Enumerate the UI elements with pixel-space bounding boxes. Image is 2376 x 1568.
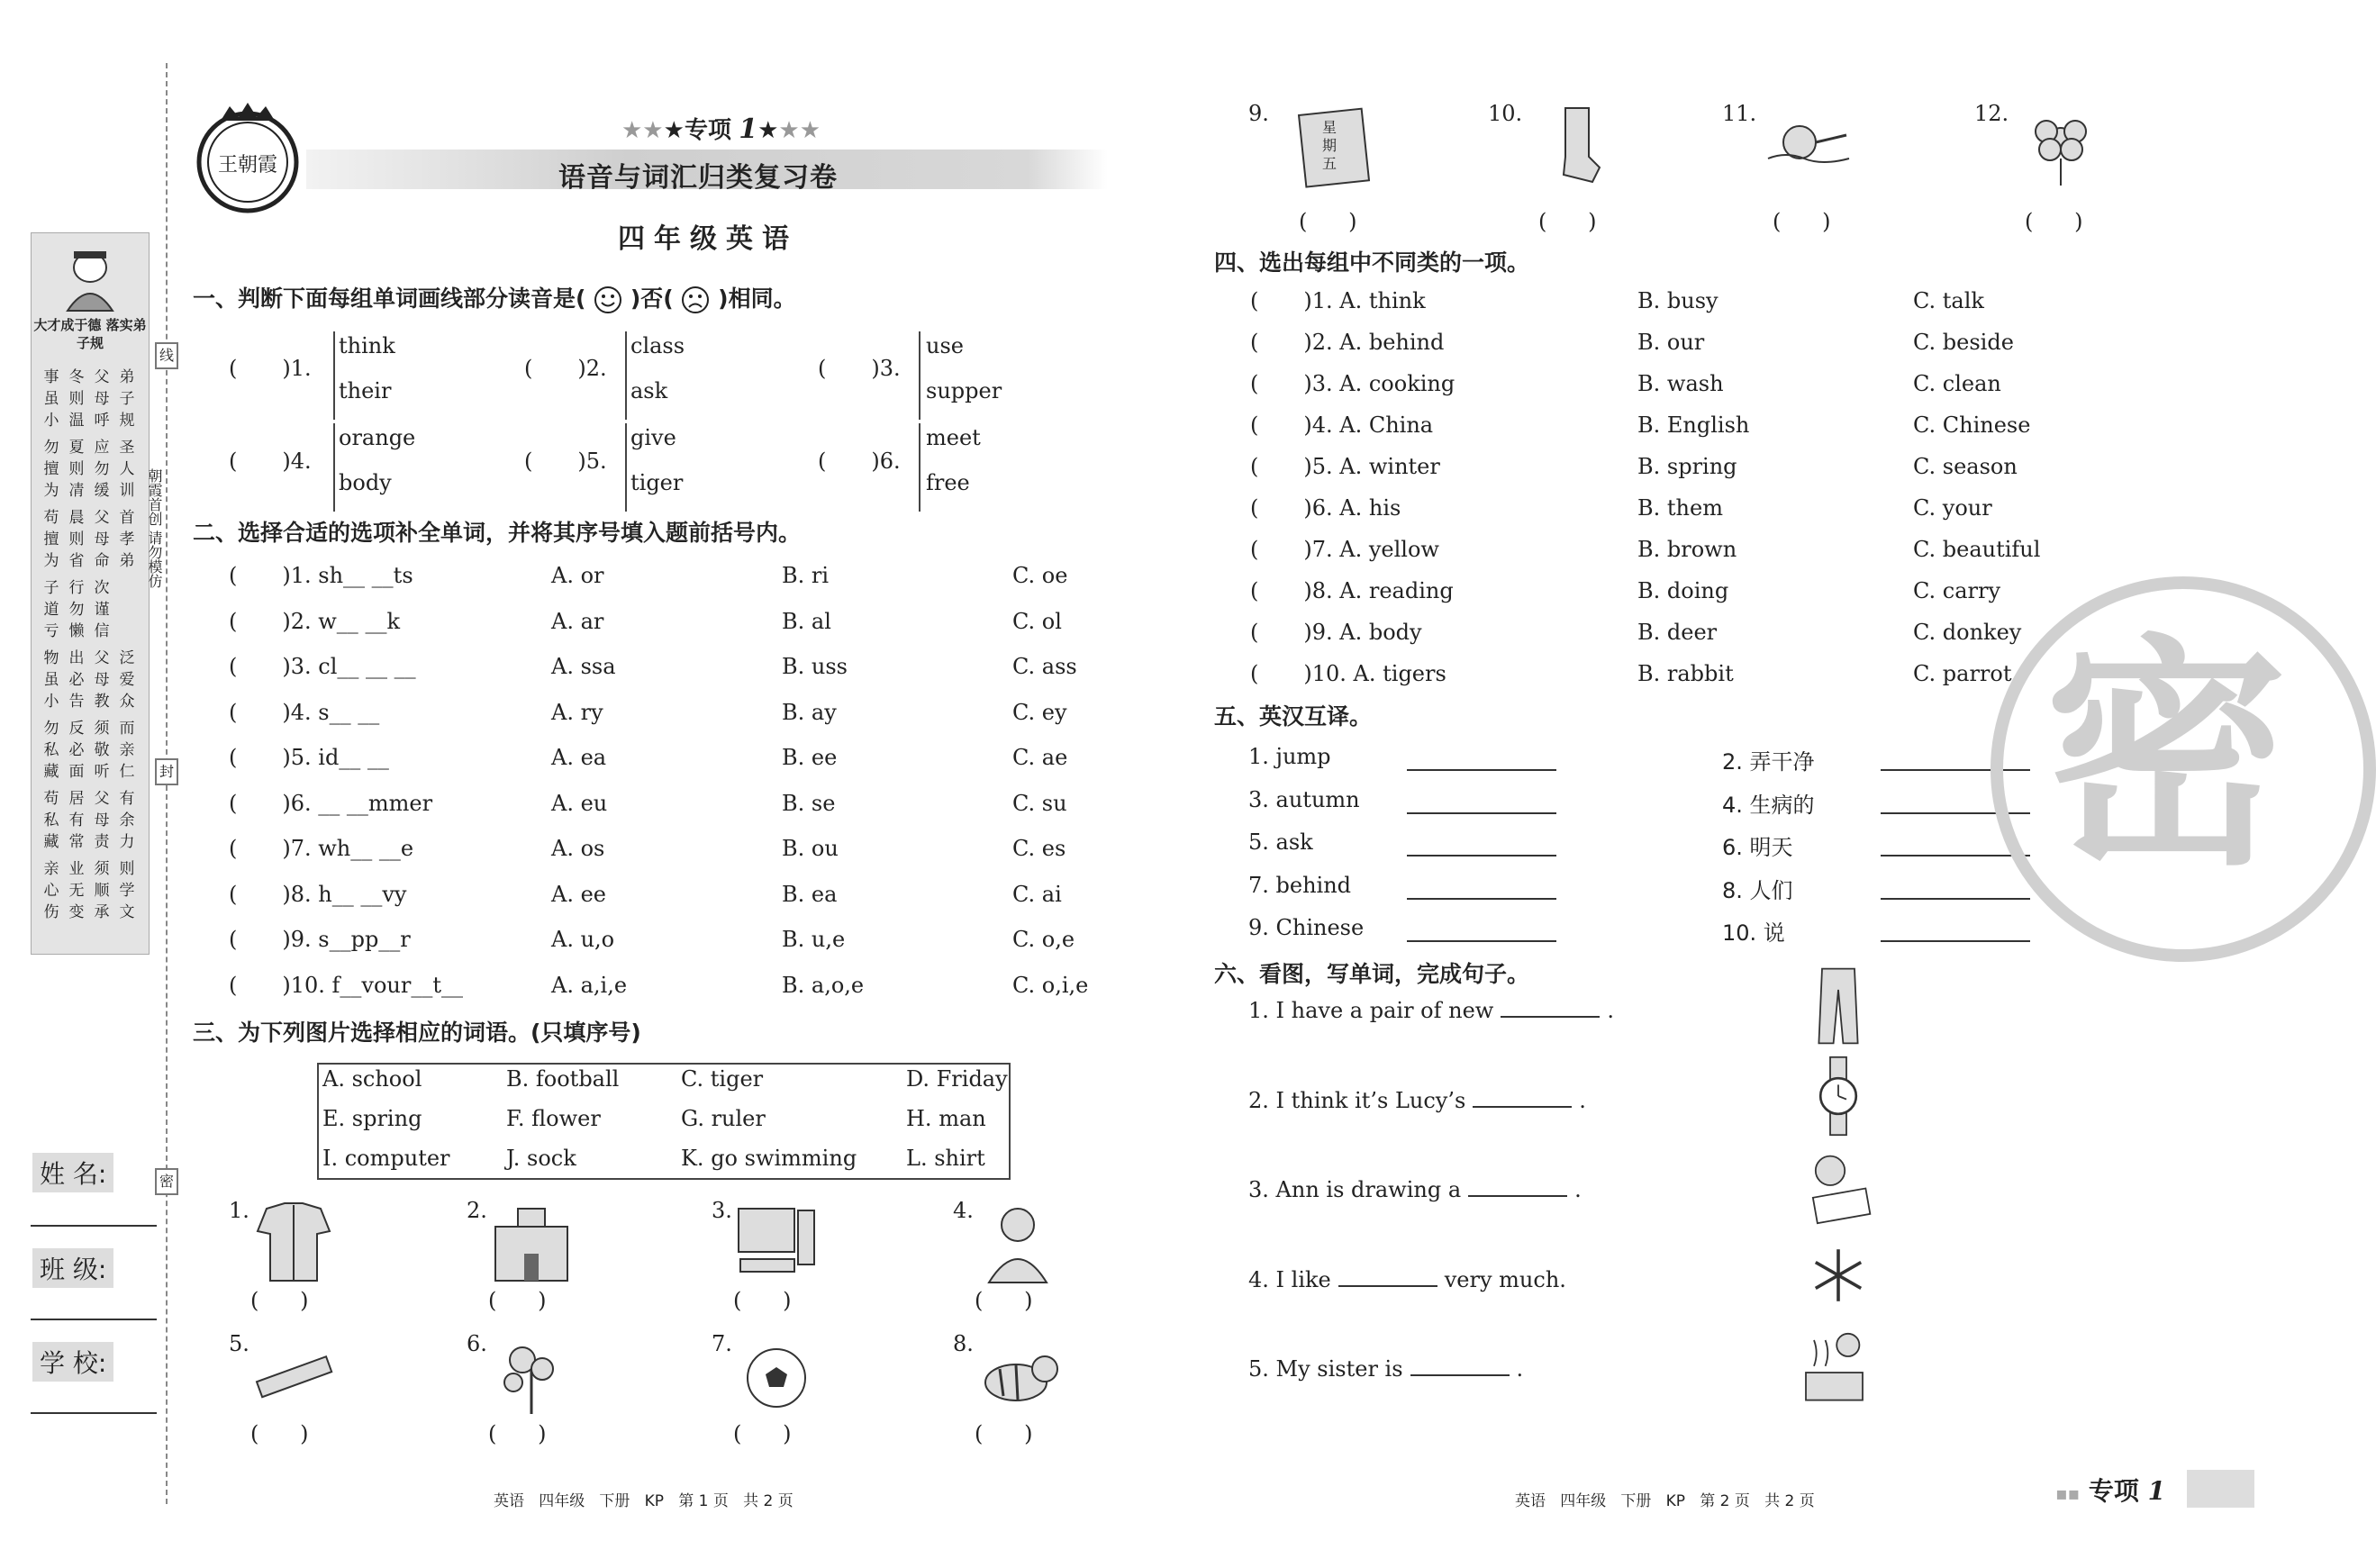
- s6-sentence-end: .: [1607, 998, 1614, 1023]
- poem-grid: [41, 367, 141, 923]
- s2-question[interactable]: ( )3. cl__ __ __: [229, 654, 416, 679]
- s2-option-b: B. se: [782, 790, 836, 816]
- s5-right-word: 10. 说: [1722, 920, 1785, 946]
- picture-answer-blank[interactable]: ( ): [733, 1288, 792, 1313]
- s4-option-c: C. your: [1913, 495, 1992, 521]
- s2-question[interactable]: ( )2. w__ __k: [229, 608, 400, 634]
- poem-column: 有余力: [119, 790, 135, 851]
- s4-question-text: )3. A. cooking: [1303, 371, 1456, 396]
- word-bank-option: L. shirt: [906, 1146, 985, 1171]
- s2-question-text: )4. s__ __: [282, 699, 380, 725]
- poem-column: 父母命: [94, 509, 110, 570]
- s2-option-c: C. o,e: [1012, 927, 1075, 952]
- s4-option-b: B. busy: [1637, 288, 1719, 313]
- poem-column: 父母教: [94, 649, 110, 711]
- snowflake-icon: [1798, 1235, 1879, 1316]
- class-label: 班 级:: [32, 1248, 113, 1288]
- s2-option-b: B. a,o,e: [782, 972, 865, 998]
- picture-answer-blank[interactable]: ( ): [733, 1421, 792, 1446]
- s2-option-a: A. ee: [551, 881, 606, 907]
- s4-option-c: C. donkey: [1913, 620, 2022, 645]
- s1-brace: [625, 423, 627, 512]
- word-bank-option: F. flower: [506, 1106, 601, 1131]
- s1-brace: [919, 423, 920, 512]
- s5-left-word: 7. behind: [1248, 872, 1352, 898]
- s4-option-c: C. clean: [1913, 371, 2001, 396]
- s4-question-text: )8. A. reading: [1303, 578, 1454, 603]
- s4-option-b: B. our: [1637, 330, 1705, 355]
- s2-option-c: C. ass: [1012, 654, 1077, 679]
- s4-option-b: B. rabbit: [1637, 661, 1734, 686]
- poem-column: 而亲仁: [119, 720, 135, 781]
- ruler-icon: [249, 1333, 339, 1423]
- school-icon: [486, 1200, 576, 1290]
- poem-column: [116, 577, 138, 642]
- picture-answer-blank[interactable]: ( ): [250, 1288, 309, 1313]
- s4-option-b: B. spring: [1637, 454, 1737, 479]
- s6-sentence: [1248, 998, 1614, 1023]
- s4-question-text: )10. A. tigers: [1303, 661, 1446, 686]
- s1-brace: [625, 331, 627, 420]
- s6-answer-blank[interactable]: [1410, 1356, 1510, 1376]
- school-field[interactable]: [31, 1412, 157, 1414]
- s2-option-b: B. ou: [782, 836, 839, 861]
- poem-column: 须顺承: [94, 860, 110, 921]
- class-field[interactable]: [31, 1319, 157, 1320]
- s4-option-b: B. deer: [1637, 620, 1718, 645]
- poem-column: 晨则省: [68, 509, 85, 570]
- s2-option-b: B. ay: [782, 699, 837, 725]
- s2-option-a: A. or: [551, 563, 604, 588]
- picture-answer-blank[interactable]: ( ): [488, 1421, 547, 1446]
- s5-right-word: 6. 明天: [1722, 835, 1793, 860]
- s2-question-text: )9. s__pp__r: [282, 927, 411, 952]
- s4-option-c: C. beside: [1913, 330, 2014, 355]
- s4-option-c: C. season: [1913, 454, 2018, 479]
- s4-question-text: )2. A. behind: [1303, 330, 1445, 355]
- watch-icon: [1798, 1056, 1879, 1137]
- s4-question[interactable]: ( )8. A. reading: [1250, 578, 1454, 603]
- shirt-icon: [249, 1200, 339, 1290]
- s4-option-b: B. wash: [1637, 371, 1724, 396]
- s6-sentence: [1248, 1356, 1523, 1382]
- s1-word: use: [926, 333, 964, 358]
- s4-question[interactable]: ( )3. A. cooking: [1250, 371, 1456, 396]
- poem-column: 反必面: [68, 720, 85, 781]
- sock-icon: [1529, 103, 1619, 193]
- s1-item-6[interactable]: ( )6.: [818, 449, 901, 474]
- s2-option-b: B. ri: [782, 563, 830, 588]
- s4-question[interactable]: ( )4. A. China: [1250, 412, 1434, 438]
- s1-item-2[interactable]: ( )2.: [524, 356, 607, 381]
- s2-option-a: A. eu: [551, 790, 608, 816]
- s6-sentence-end: .: [1579, 1087, 1586, 1113]
- s4-question[interactable]: ( )1. A. think: [1250, 288, 1426, 313]
- poem-column: 弟子规: [119, 368, 135, 430]
- s2-option-a: A. os: [551, 836, 605, 861]
- svg-text:王朝霞: 王朝霞: [217, 154, 278, 177]
- s6-sentence-start: 1. I have a pair of new: [1248, 998, 1494, 1023]
- s4-question-text: )6. A. his: [1303, 495, 1401, 521]
- scholar-icon: [50, 240, 131, 313]
- picture-number: 1.: [229, 1198, 249, 1223]
- picture-answer-blank[interactable]: ( ): [975, 1421, 1033, 1446]
- sidebar-poem-panel: [31, 232, 150, 955]
- corner-label: ▪▪ 专项 1: [2055, 1476, 2166, 1506]
- flower-icon: [2016, 103, 2106, 193]
- s1-word: give: [630, 425, 676, 450]
- s2-option-b: B. u,e: [782, 927, 846, 952]
- s6-sentence-start: 2. I think it’s Lucy’s: [1248, 1087, 1466, 1113]
- binding-mark-1: 线: [155, 342, 178, 369]
- picture-number: 12.: [1974, 101, 2009, 126]
- picture-number: 3.: [712, 1198, 732, 1223]
- swimming-icon: [1764, 103, 1854, 193]
- poem-column: 首孝弟: [119, 509, 135, 570]
- picture-number: 6.: [467, 1331, 487, 1356]
- s1-item-5[interactable]: ( )5.: [524, 449, 607, 474]
- word-bank-option: H. man: [906, 1106, 986, 1131]
- s6-sentence-start: 4. I like: [1248, 1266, 1331, 1292]
- s4-option-c: C. carry: [1913, 578, 2001, 603]
- s1-word: meet: [926, 425, 981, 450]
- cooking-icon: [1798, 1324, 1879, 1405]
- picture-answer-blank[interactable]: ( ): [975, 1288, 1033, 1313]
- drawing-icon: [1798, 1145, 1879, 1226]
- s4-question-text: )4. A. China: [1303, 412, 1434, 438]
- s4-question[interactable]: ( )10. A. tigers: [1250, 661, 1446, 686]
- binding-mark-2: 封: [155, 758, 178, 785]
- s1-word: body: [339, 470, 392, 495]
- s2-option-a: A. u,o: [551, 927, 615, 952]
- section5-heading: 五、英汉互译。: [1214, 703, 1373, 730]
- picture-answer-blank[interactable]: ( ): [488, 1288, 547, 1313]
- s4-question[interactable]: ( )6. A. his: [1250, 495, 1401, 521]
- s2-question-text: )1. sh__ __ts: [282, 563, 413, 588]
- s2-question-text: )3. cl__ __ __: [282, 654, 416, 679]
- s5-right-word: 4. 生病的: [1722, 792, 1815, 818]
- s4-question-text: )5. A. winter: [1303, 454, 1440, 479]
- word-bank-option: B. football: [506, 1066, 620, 1092]
- s6-sentence-start: 3. Ann is drawing a: [1248, 1177, 1462, 1202]
- s6-sentence: [1248, 1177, 1582, 1202]
- s2-option-c: C. o,i,e: [1012, 972, 1089, 998]
- picture-number: 7.: [712, 1331, 732, 1356]
- s5-left-blank[interactable]: [1407, 837, 1556, 857]
- s6-answer-blank[interactable]: [1473, 1088, 1572, 1108]
- s2-question-text: )2. w__ __k: [282, 608, 400, 634]
- poem-column: 勿擅为: [43, 439, 59, 500]
- s4-question[interactable]: ( )2. A. behind: [1250, 330, 1445, 355]
- s1-word: free: [926, 470, 970, 495]
- happy-face-icon: [594, 286, 622, 314]
- s2-option-c: C. ol: [1012, 608, 1062, 634]
- picture-number: 10.: [1488, 101, 1523, 126]
- s2-question[interactable]: ( )4. s__ __: [229, 699, 380, 725]
- page-title: 语音与词汇归类复习卷: [558, 162, 838, 194]
- footer-right: 英语 四年级 下册 KP 第 2 页 共 2 页: [1515, 1492, 1815, 1510]
- poem-column: 夏则凊: [68, 439, 85, 500]
- s4-question[interactable]: ( )5. A. winter: [1250, 454, 1440, 479]
- spring-icon: [486, 1333, 576, 1423]
- poem-column: 苟擅为: [43, 509, 59, 570]
- section4-heading: 四、选出每组中不同类的一项。: [1214, 249, 1530, 276]
- s5-left-blank[interactable]: [1407, 922, 1556, 942]
- s4-option-b: B. doing: [1637, 578, 1729, 603]
- s6-answer-blank[interactable]: [1468, 1177, 1567, 1197]
- school-label: 学 校:: [32, 1342, 113, 1382]
- s5-right-blank[interactable]: [1881, 922, 2030, 942]
- s2-question-text: )10. f__vour__t__: [282, 972, 463, 998]
- s1-word: class: [630, 333, 685, 358]
- man-icon: [973, 1200, 1063, 1290]
- poem-column: 事虽小: [43, 368, 59, 430]
- s2-question[interactable]: ( )8. h__ __vy: [229, 881, 407, 907]
- poem-column: 次谨信: [94, 579, 110, 640]
- poem-column: 父母呼: [94, 368, 110, 430]
- poem-column: 亲心伤: [43, 860, 59, 921]
- s1-item-3[interactable]: ( )3.: [818, 356, 901, 381]
- name-field[interactable]: [31, 1225, 157, 1227]
- s4-question-text: )9. A. body: [1303, 620, 1422, 645]
- name-label: 姓 名:: [32, 1153, 113, 1192]
- word-bank-option: E. spring: [322, 1106, 422, 1131]
- s6-sentence: [1248, 1267, 1566, 1292]
- s5-left-word: 5. ask: [1248, 829, 1313, 855]
- s2-option-a: A. a,i,e: [551, 972, 628, 998]
- word-bank-option: C. tiger: [681, 1066, 764, 1092]
- picture-number: 5.: [229, 1331, 249, 1356]
- s4-option-b: B. them: [1637, 495, 1723, 521]
- poem-column: 苟私藏: [43, 790, 59, 851]
- picture-answer-blank[interactable]: ( ): [2025, 209, 2083, 234]
- s1-item-1[interactable]: ( )1.: [229, 356, 312, 381]
- s5-right-word: 2. 弄干净: [1722, 749, 1815, 775]
- sad-face-icon: [681, 286, 710, 314]
- s5-left-word: 9. Chinese: [1248, 915, 1365, 940]
- s1-word: think: [339, 333, 395, 358]
- poem-column: 则学文: [119, 860, 135, 921]
- poem-column: 物虽小: [43, 649, 59, 711]
- word-bank-option: J. sock: [506, 1146, 576, 1171]
- s5-left-blank[interactable]: [1407, 751, 1556, 771]
- poem-column: 子道亏: [43, 579, 59, 640]
- s1-word: ask: [630, 378, 668, 403]
- word-bank-option: D. Friday: [906, 1066, 1008, 1092]
- corner-tab: [2187, 1470, 2254, 1508]
- poem-column: 父母责: [94, 790, 110, 851]
- word-bank-option: I. computer: [322, 1146, 450, 1171]
- picture-number: 8.: [953, 1331, 974, 1356]
- s1-brace: [919, 331, 920, 420]
- binding-mark-3: 密: [155, 1168, 178, 1195]
- s1-item-4[interactable]: ( )4.: [229, 449, 312, 474]
- picture-answer-blank[interactable]: ( ): [1538, 209, 1597, 234]
- calendar-text: 星期五: [1321, 119, 1337, 172]
- poem-column: 出必告: [68, 649, 85, 711]
- s2-question[interactable]: ( )5. id__ __: [229, 745, 389, 770]
- s2-question[interactable]: ( )9. s__pp__r: [229, 927, 411, 952]
- s4-question-text: )1. A. think: [1303, 288, 1426, 313]
- s5-right-blank[interactable]: [1881, 880, 2030, 900]
- poem-column: 冬则温: [68, 368, 85, 430]
- picture-number: 11.: [1722, 101, 1757, 126]
- s2-option-a: A. ar: [551, 608, 604, 634]
- s2-option-a: A. ea: [551, 745, 607, 770]
- football-icon: [731, 1333, 821, 1423]
- vertical-note: 朝霞首创 请勿模仿: [146, 468, 163, 589]
- s1-brace: [333, 423, 335, 512]
- picture-number: 9.: [1248, 101, 1269, 126]
- poem-column: 圣人训: [119, 439, 135, 500]
- s2-question-text: )6. __ __mmer: [282, 790, 433, 816]
- section6-heading: 六、看图，写单词，完成句子。: [1214, 961, 1530, 987]
- s2-question[interactable]: ( )1. sh__ __ts: [229, 563, 413, 588]
- s2-option-c: C. ey: [1012, 699, 1067, 725]
- s4-option-b: B. brown: [1637, 537, 1737, 562]
- picture-answer-blank[interactable]: ( ): [1299, 209, 1357, 234]
- s5-left-blank[interactable]: [1407, 794, 1556, 814]
- s4-question-text: )7. A. yellow: [1303, 537, 1439, 562]
- motto: 大才成于德 落实弟子规: [33, 317, 147, 351]
- watermark-text: 密: [2045, 614, 2288, 898]
- poem-column: 勿私藏: [43, 720, 59, 781]
- s2-option-a: A. ry: [551, 699, 603, 725]
- s4-question[interactable]: ( )9. A. body: [1250, 620, 1422, 645]
- s4-option-b: B. English: [1637, 412, 1750, 438]
- s4-option-c: C. beautiful: [1913, 537, 2041, 562]
- s1-word: orange: [339, 425, 416, 450]
- page-subtitle: 四年级英语: [618, 223, 798, 255]
- s6-answer-blank[interactable]: [1338, 1267, 1437, 1287]
- s6-sentence-end: .: [1574, 1177, 1582, 1202]
- s6-sentence-start: 5. My sister is: [1248, 1356, 1403, 1382]
- s4-option-c: C. Chinese: [1913, 412, 2031, 438]
- s1-word: tiger: [630, 470, 684, 495]
- poem-column: 业无变: [68, 860, 85, 921]
- s4-question[interactable]: ( )7. A. yellow: [1250, 537, 1439, 562]
- s2-option-c: C. oe: [1012, 563, 1068, 588]
- s2-question[interactable]: ( )7. wh__ __e: [229, 836, 414, 861]
- section1-heading: 一、判断下面每组单词画线部分读音是( )否( )相同。: [193, 281, 796, 314]
- s2-question-text: )5. id__ __: [282, 745, 389, 770]
- s2-option-c: C. ai: [1012, 881, 1062, 907]
- s6-answer-blank[interactable]: [1501, 998, 1600, 1018]
- s5-right-word: 8. 人们: [1722, 877, 1793, 903]
- picture-answer-blank[interactable]: ( ): [1773, 209, 1831, 234]
- section2-heading: 二、选择合适的选项补全单词，并将其序号填入题前括号内。: [193, 520, 802, 546]
- s2-option-a: A. ssa: [551, 654, 616, 679]
- s5-left-word: 1. jump: [1248, 744, 1331, 769]
- poem-column: 泛爱众: [119, 649, 135, 711]
- s2-option-c: C. ae: [1012, 745, 1068, 770]
- s6-sentence-end: very much.: [1444, 1266, 1566, 1292]
- s2-question[interactable]: ( )6. __ __mmer: [229, 790, 433, 816]
- s1-word: their: [339, 378, 392, 403]
- pants-icon: [1798, 965, 1879, 1047]
- s2-option-b: B. al: [782, 608, 831, 634]
- poem-column: 行勿懒: [68, 579, 85, 640]
- word-bank-option: K. go swimming: [681, 1146, 857, 1171]
- s2-option-b: B. ea: [782, 881, 838, 907]
- computer-icon: [731, 1200, 821, 1290]
- poem-column: 应勿缓: [94, 439, 110, 500]
- word-bank-option: A. school: [322, 1066, 422, 1092]
- s5-left-word: 3. autumn: [1248, 786, 1360, 812]
- poem-column: 须敬听: [94, 720, 110, 781]
- s2-question-text: )8. h__ __vy: [282, 881, 407, 907]
- picture-answer-blank[interactable]: ( ): [250, 1421, 309, 1446]
- poem-column: 居有常: [68, 790, 85, 851]
- footer-left: 英语 四年级 下册 KP 第 1 页 共 2 页: [494, 1492, 794, 1510]
- s6-sentence: [1248, 1088, 1586, 1113]
- s2-question[interactable]: ( )10. f__vour__t__: [229, 972, 463, 998]
- picture-number: 2.: [467, 1198, 487, 1223]
- word-bank-option: G. ruler: [681, 1106, 766, 1131]
- s6-sentence-end: .: [1516, 1356, 1524, 1382]
- tiger-icon: [973, 1333, 1063, 1423]
- s2-question-text: )7. wh__ __e: [282, 836, 414, 861]
- s4-option-c: C. talk: [1913, 288, 1984, 313]
- s4-option-c: C. parrot: [1913, 661, 2012, 686]
- picture-number: 4.: [953, 1198, 974, 1223]
- s5-left-blank[interactable]: [1407, 880, 1556, 900]
- section3-heading: 三、为下列图片选择相应的词语。(只填序号): [193, 1020, 641, 1046]
- logo-icon: [189, 99, 306, 216]
- s2-option-b: B. ee: [782, 745, 838, 770]
- s2-option-c: C. su: [1012, 790, 1067, 816]
- s1-word: supper: [926, 378, 1002, 403]
- s1-brace: [333, 331, 335, 420]
- s2-option-c: C. es: [1012, 836, 1066, 861]
- topic-label: ★★★专项 1★★★: [621, 113, 821, 145]
- s2-option-b: B. uss: [782, 654, 848, 679]
